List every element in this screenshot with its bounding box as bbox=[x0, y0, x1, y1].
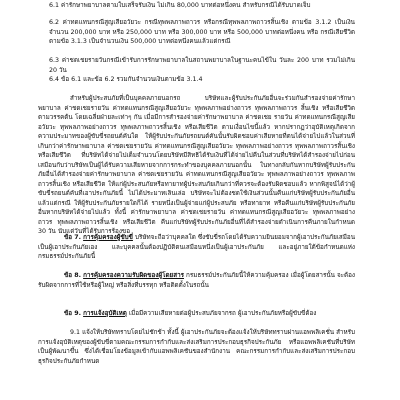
clause-6-4: 6.4 ข้อ 6.1 และข้อ 6.2 รวมกันจำนวนเงินตามข้อ 3.1.4 bbox=[49, 76, 203, 83]
clause-7-number: ข้อ 7. bbox=[64, 234, 82, 241]
clause-8 bbox=[38, 271, 355, 290]
clause-6-2: 6.2 ค่าทดแทนกรณีสูญเสียอวัยวะ กรณีทุพพลภาพถาวร หรือกรณีทุพพลภาพถาวรสิ้นเชิง ตามข้อ 3.1.2 เป็นเงินจำนวน 200,000 บาท หรือ 250,000 บาท หรือ 300,000 บาท หรือ 500,000 บาทต่อหนึ่งคน หรือ กรณีเสียชีวิต ตามข้อ 3.1.3 เป็นจำนวนเงิน 500,000 บาทต่อหนึ่งคนแล้วแต่กรณี bbox=[49, 19, 355, 45]
clause-8-body: กรมธรรม์ประกันภัยนี้ให้ความคุ้มครอง เมื่อผู้โดยสารนั้น จะต้องรับผิดจากการที่ใช้หรือผู้ใหญ่ หรือสิ่งที่บรรทุก หรือติดตั้งในรถนั้น bbox=[38, 272, 355, 289]
clause-7-heading: การคุ้มครองผู้ขับขี่ bbox=[83, 234, 133, 241]
clause-8-number: ข้อ 8. bbox=[64, 272, 82, 279]
clause-8-heading: การคุ้มครองความรับผิดของผู้โดยสาร bbox=[83, 272, 185, 279]
clause-9-heading: การแจ้งอุบัติเหตุ bbox=[83, 310, 127, 317]
clause-7 bbox=[38, 233, 355, 262]
third-party-paragraph: สำหรับผู้ประสบภัยที่เป็นบุคคลภายนอกรถ บริษัทและผู้รับประกันภัยอื่นจะร่วมกันสำรองจ่ายค่ารักษาพยาบาล ค่าชดเชยรายวัน ค่าทดแทนกรณีสูญเสียอวัยวะ ทุพพลภาพอย่างถาวร ทุพพลภาพถาวร สิ้นเชิง หรือเสียชีวิต ตามวรรคต้น โดยเฉลี่ยฝ่ายละเท่าๆ กัน เมื่อมีการสำรองจ่ายค่ารักษาพยาบาล ค่าชดเชย รายวัน ค่าทดแทนกรณีสูญเสียอวัยวะ ทุพพลภาพอย่างถาวร ทุพพลภาพถาวรสิ้นเชิง หรือเสียชีวิต ตามเงื่อนไขนี้แล้ว หากปรากฏว่าอุบัติเหตุเกิดจากความประมาทของผู้ขับขี่รถยนต์คันใด ให้ผู้รับประกันภัยรถยนต์คันนั้นรับผิดชอบค่าเสียหายที่ตนได้จ่ายไปแล้วในส่วนที่เกินกว่าค่ารักษาพยาบาล ค่าชดเชยรายวัน ค่าทดแทนกรณีสูญเสียอวัยวะ ทุพพลภาพอย่างถาวร ทุพพลภาพถาวรสิ้นเชิง หรือเสียชีวิต ที่บริษัทได้จ่ายไปเต็มจำนวนโดยบริษัทมีสิทธิได้รับเงินที่ได้จ่ายไปคืนในส่วนที่บริษัทได้สำรองจ่ายไปก่อนเสมือนกับว่าบริษัทเป็นผู้ได้รับความเสียหายจากการกระทำของบุคคลภายนอกนั้น ในทางกลับกันหากบริษัทผู้รับประกันภัยอื่นได้สำรองจ่ายค่ารักษาพยาบาล ค่าชดเชยรายวัน ค่าทดแทนกรณีสูญเสียอวัยวะ ทุพพลภาพอย่างถาวร ทุพพลภาพถาวรสิ้นเชิง หรือเสียชีวิต ให้แก่ผู้ประสบภัยหรือทายาทผู้ประสบภัยเกินกว่าที่ควรจะต้องรับผิดชอบแล้ว หากพิสูจน์ได้ว่าผู้ขับขี่รถยนต์คันที่เอาประกันภัยนี้ ไม่ได้ประมาทเลินเล่อ บริษัทจะไม่ต้องชดใช้เงินส่วนนั้นคืนแก่บริษัทผู้รับประกันภัยอื่นแล้วแต่กรณี ให้ผู้รับประกันภัยรายใดก็ได้ รายหนึ่งเป็นผู้จ่ายแก่ผู้ประสบภัย หรือทายาท หรือคืนแก่บริษัทผู้รับประกันภัยอื่นหากบริษัทได้จ่ายไปแล้ว ทั้งนี้ ค่ารักษาพยาบาล ค่าชดเชยรายวัน ค่าทดแทนกรณีสูญเสียอวัยวะ ทุพพลภาพอย่างถาวร ทุพพลภาพถาวรสิ้นเชิง หรือเสียชีวิต คืนแก่บริษัทผู้รับประกันภัยอื่นที่ได้สำรองจ่ายดำเนินการคืนภายในกำหนด 30 วัน นับแต่วันที่ได้รับการร้องขอ bbox=[38, 95, 355, 235]
clause-9-body: เมื่อมีความเสียหายต่อผู้ประสบภัยจากรถ ผู้เอาประกันภัยหรือผู้ขับขี่ต้อง bbox=[126, 310, 317, 317]
clause-9 bbox=[38, 309, 355, 319]
clause-6-1: 6.1 ค่ารักษาพยาบาลตามใบเสร็จรับเงิน ไม่เกิน 80,000 บาทต่อหนึ่งคน สำหรับกรณีได้รับบาดเจ็บ bbox=[49, 2, 311, 9]
clause-6-3: 6.3 ค่าชดเชยรายวันกรณีเข้ารับการรักษาพยาบาลในสถานพยาบาลในฐานะคนไข้ใน วันละ 200 บาท รวมไม่เกิน 20 วัน bbox=[49, 57, 355, 74]
clause-9-number: ข้อ 9. bbox=[64, 310, 82, 317]
clause-7-body: บริษัทจะถือว่าบุคคลใด ซึ่งขับขี่รถโดยได้รับความยินยอมจากผู้เอาประกันภัยเสมือนเป็นผู้เอาประกันภัยเอง และบุคคลนั้นต้องปฏิบัติตนเสมือนหนึ่งเป็นผู้เอาประกันภัย และอยู่ภายใต้ข้อกำหนดแห่งกรมธรรม์ประกันภัยนี้ bbox=[38, 234, 355, 260]
clause-9-1: 9.1 แจ้งให้บริษัททราบโดยไม่ชักช้า ทั้งนี้ ผู้เอาประกันภัยจะต้องแจ้งให้บริษัททราบผ่านแอพพลิเคชั่น สำหรับการแจ้งอุบัติเหตุของผู้ขับขี่ตามคณะกรรมการกำกับและส่งเสริมการประกอบธุรกิจประกันภัย หรือแอพพลิเคชันที่บริษัทเป็นผู้พัฒนาขึ้น ซึ่งได้เชื่อมโยงข้อมูลเข้ากับแอพพลิเคชันของสำนักงาน คณะกรรมการกำกับและส่งเสริมการประกอบธุรกิจประกันภัยกำหนด bbox=[38, 329, 355, 365]
